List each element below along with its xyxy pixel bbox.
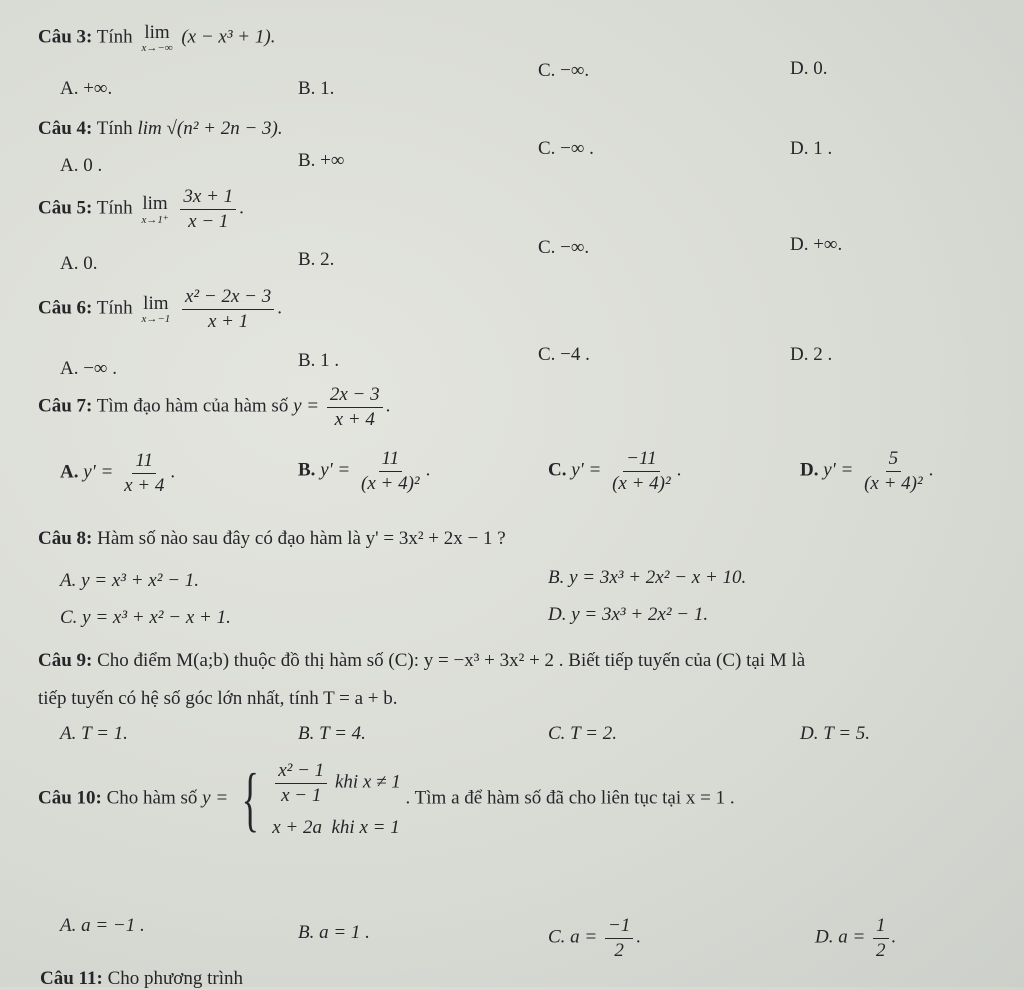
q3-option-d: D. 0.: [790, 58, 828, 79]
q4-option-c: C. −∞ .: [538, 138, 594, 159]
q5-num: 3x + 1: [180, 186, 236, 210]
q6-label: Câu 6:: [38, 297, 93, 319]
q11-text: Cho phương trình: [107, 968, 243, 989]
q7-den: x + 4: [334, 408, 375, 430]
q6-option-b: B. 1 .: [298, 350, 340, 371]
q6-lim: lim x→−1: [141, 293, 171, 326]
q7-b-den: (x + 4)²: [361, 472, 420, 494]
q5-option-d: D. +∞.: [790, 234, 843, 255]
q5-option-a: A. 0.: [60, 253, 98, 274]
q4-option-d: D. 1 .: [790, 138, 833, 159]
q6-stem: Câu 6: Tính lim x→−1 $\frac{\text{x² − 2x − 3}}{x + 1}$ .: [38, 286, 282, 332]
q3-lim: lim x→−∞: [141, 22, 173, 54]
q10-cases: [272, 760, 401, 839]
q6-text: Tính: [96, 297, 133, 319]
q6-option-c: C. −4 .: [538, 344, 590, 365]
q9-option-c: C. T = 2.: [548, 723, 617, 744]
q7-a-num: 11: [132, 450, 156, 474]
q10-c-frac: [605, 915, 633, 962]
q9-stem: [38, 650, 805, 672]
q7-option-b: B. y' = $\frac{11}{\text{(x + 4)²}}$ .: [298, 448, 431, 494]
q7-option-c: C. y' = $\frac{-11}{\text{(x + 4)²}}$ .: [548, 448, 682, 494]
q3-text: Tính: [96, 26, 133, 48]
q5-lim-sub: x→1⁺: [141, 213, 169, 226]
q4-text: Tính: [96, 118, 133, 139]
q8-option-a: A. y = x³ + x² − 1.: [60, 570, 200, 591]
q5-stem: Câu 5: Tính lim x→1⁺ $\frac{3x + 1}{x - 1}$ .: [38, 186, 244, 232]
q7-fraction: [327, 384, 383, 431]
q4-stem: [38, 118, 283, 140]
q5-option-b: B. 2.: [298, 249, 335, 270]
q5-lim: lim x→1⁺: [141, 192, 169, 226]
q10-d-frac: [873, 915, 889, 962]
q7-b-num: 11: [379, 448, 403, 472]
q10-brace: {: [241, 759, 259, 840]
q7-c-num: −11: [623, 448, 659, 472]
q10-option-b: B. a = 1 .: [298, 922, 370, 943]
q10-lhs: y =: [202, 787, 229, 809]
q9-option-a: A. T = 1.: [60, 723, 128, 744]
q5-den: x − 1: [188, 210, 229, 232]
q10-text: Cho hàm số: [106, 787, 198, 809]
q5-option-c: C. −∞.: [538, 237, 590, 258]
q7-text: Tìm đạo hàm của hàm số: [96, 395, 289, 417]
q7-option-d: D. y' = $\frac{5}{\text{(x + 4)²}}$ .: [800, 448, 934, 494]
q5-text: Tính: [96, 197, 133, 219]
q3-label: Câu 3:: [38, 26, 93, 48]
q7-a-den: x + 4: [124, 474, 165, 496]
q10-c-num: −1: [605, 915, 633, 939]
q11-label: Câu 11:: [40, 968, 103, 989]
q7-c-den: (x + 4)²: [612, 472, 671, 494]
q8-option-c: C. y = x³ + x² − x + 1.: [60, 607, 231, 628]
q7-option-a: A. y' = $\frac{11}{x + 4}$ .: [60, 450, 176, 496]
q7-stem: Câu 7: Tìm đạo hàm của hàm số y = $\frac{2x - 3}{x + 4}$ .: [38, 384, 391, 430]
q10-option-d: D. a = $\frac{1}{2}$ .: [815, 915, 897, 961]
q3-option-c: C. −∞.: [538, 60, 590, 81]
q10-stem: [38, 760, 735, 839]
q7-d-num: 5: [886, 448, 902, 472]
q3-option-b: B. 1.: [298, 78, 335, 99]
q7-num: 2x − 3: [327, 384, 383, 408]
q10-d-num: 1: [873, 915, 889, 939]
q7-lhs: y =: [293, 395, 320, 417]
q5-fraction: [180, 186, 236, 233]
q9-text: Cho điểm M(a;b) thuộc đồ thị hàm số (C): y = −x³ + 3x² + 2 . Biết tiếp tuyến của (C) tại M là: [97, 650, 806, 671]
q7-label: Câu 7:: [38, 395, 93, 417]
q9-option-d: D. T = 5.: [800, 723, 871, 744]
q10-d-den: 2: [876, 939, 886, 961]
q10-label: Câu 10:: [38, 787, 102, 809]
q10-text2: . Tìm a để hàm số đã cho liên tục tại x = 1 .: [405, 787, 735, 809]
q10-case2-cond: khi x = 1: [331, 816, 400, 838]
q6-fraction: [182, 286, 274, 333]
q3-lim-sub: x→−∞: [141, 42, 173, 54]
q10-case1-frac: [275, 760, 327, 807]
q10-option-c: C. a = $\frac{-1}{2}$ .: [548, 915, 642, 961]
q8-label: Câu 8:: [38, 528, 93, 549]
q4-label: Câu 4:: [38, 118, 93, 139]
q10-case1-cond: khi x ≠ 1: [334, 771, 401, 793]
q9-label: Câu 9:: [38, 650, 93, 671]
q3-stem: [38, 22, 275, 54]
q3-option-a: A. +∞.: [60, 78, 113, 99]
q10-option-a: A. a = −1 .: [60, 915, 145, 936]
q6-num: x² − 2x − 3: [182, 286, 274, 310]
q8-option-d: D. y = 3x³ + 2x² − 1.: [548, 604, 709, 625]
q4-option-b: B. +∞: [298, 150, 345, 171]
q7-b-frac: [358, 448, 423, 495]
q7-d-frac: [861, 448, 926, 495]
q6-den: x + 1: [207, 310, 249, 332]
q9-stem-line2: tiếp tuyến có hệ số góc lớn nhất, tính T = a + b.: [38, 688, 398, 709]
q7-c-frac: [609, 448, 674, 495]
q8-text: Hàm số nào sau đây có đạo hàm là y' = 3x² + 2x − 1 ?: [97, 528, 506, 549]
q9-option-b: B. T = 4.: [298, 723, 366, 744]
q10-c-den: 2: [614, 939, 624, 961]
q7-d-den: (x + 4)²: [864, 472, 923, 494]
q3-expr: (x − x³ + 1).: [181, 26, 276, 48]
q10-case1-den: x − 1: [281, 784, 322, 806]
q4-option-a: A. 0 .: [60, 155, 103, 176]
q10-d-lhs: D. a =: [815, 926, 866, 948]
q8-stem: [38, 528, 506, 550]
q6-lim-sub: x→−1: [141, 313, 171, 326]
q6-option-d: D. 2 .: [790, 344, 833, 365]
q10-c-lhs: C. a =: [548, 926, 598, 948]
q8-option-b: B. y = 3x³ + 2x² − x + 10.: [548, 567, 747, 588]
q5-label: Câu 5:: [38, 197, 93, 219]
q10-case2: [272, 817, 401, 839]
q10-case1-num: x² − 1: [275, 760, 327, 784]
q10-case1: [272, 760, 401, 807]
q6-option-a: A. −∞ .: [60, 358, 117, 379]
q10-case2-expr: x + 2a: [272, 816, 322, 838]
q4-expr: lim √(n² + 2n − 3).: [137, 118, 283, 139]
q7-a-frac: [121, 450, 167, 497]
